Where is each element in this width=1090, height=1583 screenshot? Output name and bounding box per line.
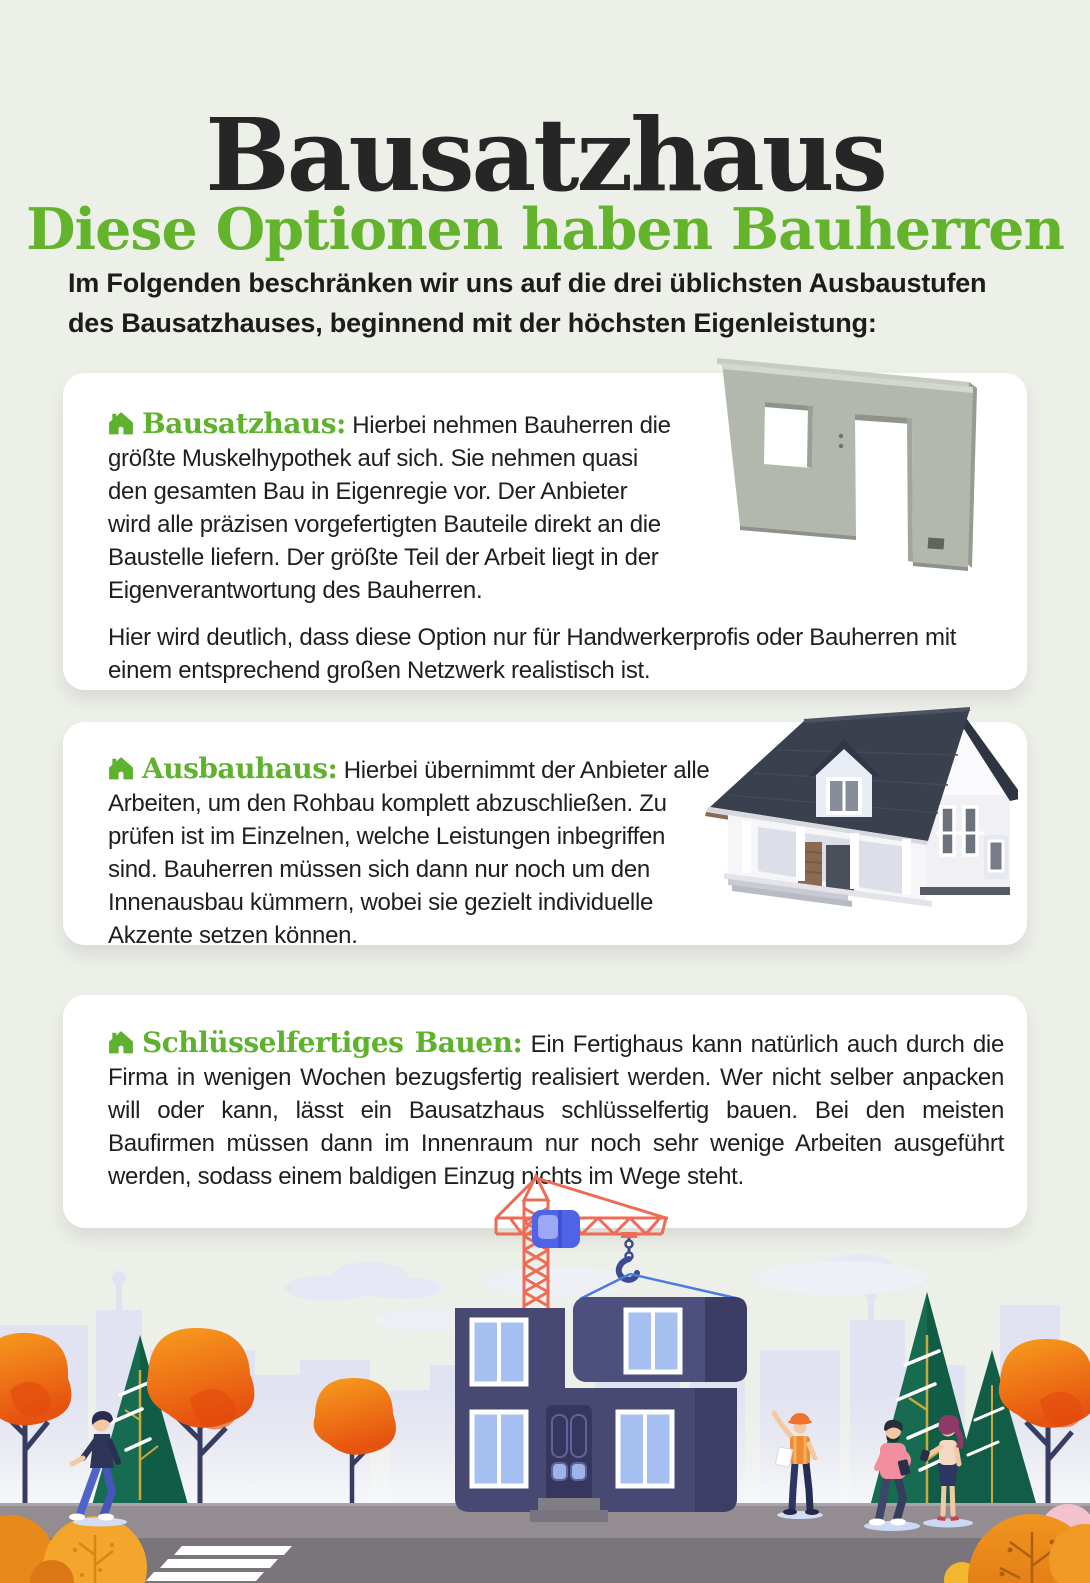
crane-cab xyxy=(532,1210,580,1248)
card-body-text: Hierbei übernimmt der Anbieter alle Arbeiten, um den Rohbau komplett abzuschließen. Zu prüfen ist im Einzelnen, welche Leistungen inbegriffen sind. Bauherren müssen sich dann nur noch um den Innenausbau kümmern, wobei sie gezielt individuelle Akzente setzen können. xyxy=(108,757,710,949)
card-heading-wrap xyxy=(108,752,337,785)
card-heading: Ausbauhaus: xyxy=(142,752,338,785)
prefab-wall-panel-image xyxy=(695,340,987,575)
card-heading-wrap xyxy=(108,1026,522,1059)
card-body-text: Hierbei nehmen Bauherren die größte Muskelhypothek auf sich. Sie nehmen quasi den gesamten Bau in Eigenregie vor. Der Anbieter wird alle präzisen vorgefertigten Bauteile direkt an die Baustelle liefern. Der größte Teil der Arbeit liegt in der Eigenverantwortung des Bauherren. xyxy=(108,412,671,604)
card-heading-wrap xyxy=(108,407,346,440)
card-heading: Schlüsselfertiges Bauen: xyxy=(142,1026,523,1059)
card-heading: Bausatzhaus: xyxy=(142,407,346,440)
card-body-text-2: Hier wird deutlich, dass diese Option nur für Handwerkerprofis oder Bauherren mit einem entsprechend großen Netzwerk realistisch ist. xyxy=(108,624,957,684)
page-subtitle: Diese Optionen haben Bauherren xyxy=(26,196,1064,264)
modular-house-icon xyxy=(455,1297,747,1522)
house-icon xyxy=(108,1030,134,1054)
house-icon xyxy=(108,411,134,435)
page-title: Bausatzhaus xyxy=(205,96,885,214)
house-icon xyxy=(108,756,134,780)
card-body-text: Ein Fertighaus kann natürlich auch durch die Firma in wenigen Wochen bezugsfertig realisiert werden. Wer nicht selber anpacken will oder kann, lässt ein Bausatzhaus schlüsselfertig bauen. Bei den meisten Baufirmen müssen dann im Innenraum nur noch sehr wenige Arbeiten ausgeführt werden, sodass einem baldigen Einzug nichts im Wege steht. xyxy=(108,1031,1005,1190)
house-photo-image xyxy=(698,695,1018,911)
intro-text: Im Folgenden beschränken wir uns auf die drei üblichsten Ausbaustufen des Bausatzhauses, beginnend mit der höchsten Eigenleistung: xyxy=(68,268,987,338)
construction-scene-illustration xyxy=(0,1160,1090,1583)
